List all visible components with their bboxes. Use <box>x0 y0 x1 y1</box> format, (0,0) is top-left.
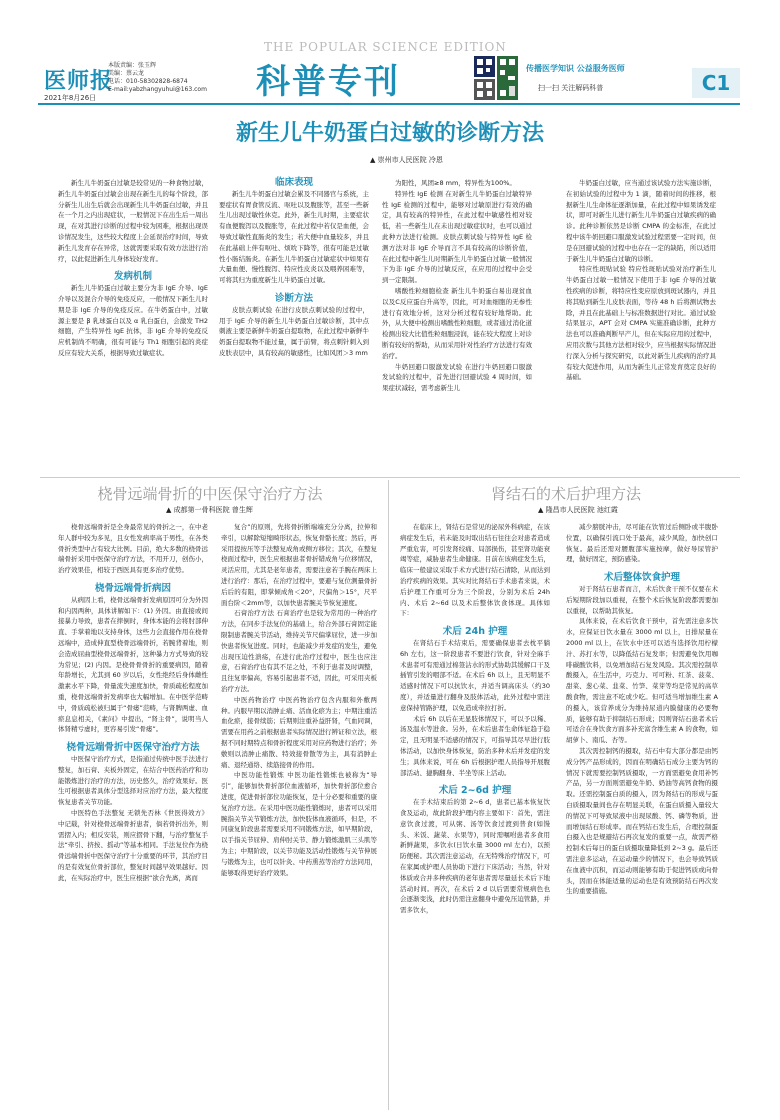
paragraph: 对于肾结石患者而言，术后饮食干预不仅要在术后短期阶段加以重视，在整个术后恢复阶段都需要加以重视，以帮助其恢复。 <box>566 584 718 615</box>
article1-column-1 <box>58 178 208 474</box>
designer-line: 美编：蔡云龙 <box>108 70 145 77</box>
paragraph: 嗜酸性粒细胞检查 新生儿牛奶蛋白易出现贫血以及C反应蛋白升高等，因此，可对血细胞的无参性进行有效地分析，这对分析过程有较好地帮助。此外，从大便中检测出嗜酸性粒细胞，或者通过消化道检测出较大比值性粒细胞浸润，能在较大程度上对诊断有较好的帮助，从而采用针对性治疗方法进行有效治疗。 <box>382 286 532 360</box>
article1-column-2 <box>219 176 369 474</box>
article2-column-1 <box>58 522 208 1112</box>
paragraph: 术后 6h 以后在无显肢体情况下，可以予以稀、汤及温水等进食。另外，在术后患者生命体征趋于稳定，且无明显不适感的情况下，可指导其尽早进行肢体活动，以加快身体恢复，防治多种术后并发症的发生；具体来说，可在 6h 后根据护理人员指导开展腹部活动、捷胸翻身、半坐等床上活动。 <box>400 714 550 777</box>
phone-line: 电话：010-58302828-6874 <box>108 78 188 85</box>
section-divider <box>40 477 740 478</box>
article3-column-2 <box>566 522 718 1112</box>
paragraph: 中医功能性锻炼 中医功能性锻炼也被称为“导引”，能够加快骨折部位血液循环，加快骨折部位愈合进度，促进骨折部位功能恢复，是十分必要和重要的康复治疗方法。在采用中医功能性锻炼时，患者可以采用腕指关节关节锻炼方法，加快肢体血液循环，但是，不同康复阶段患者需要采用不同锻炼方法，如早期阶段，以手指关节屈伸、肩伸肘关节、静力锻炼激肌三头肌等为主；中期阶段，以关节功能及活动性锻炼与关节伸展与锻炼为主，也可以针灸、中药熏蒸等治疗方法同用，能够取得更好治疗效果。 <box>221 771 377 877</box>
article2-title: 桡骨远端骨折的中医保守治疗方法 <box>97 485 323 503</box>
article1-author: ▲ 崇州市人民医院 冷恩 <box>370 156 443 164</box>
section-heading: 术后整体饮食护理 <box>603 572 680 584</box>
paragraph: 牛奶蛋白过敏，应当通过该试验方法实施诊断，在初始试验的过程中为 1 滴，随着时间的推移，根据新生儿生命体征逐渐加量，在此过程中如果诱发症状，即可对新生儿进行新生儿牛奶蛋白过敏疾病的确诊。此种诊断依然是诊断 CMPA 的金标准，在此过程中该牛奶回避口服激发试验过程需要一定时间，但是在回避试验的过程中也存在一定的缺陷，所以适用于新生儿牛奶蛋白过敏的诊断。 <box>566 179 716 263</box>
article3-column-1 <box>400 522 550 1112</box>
paragraph: 从病因上看，桡骨远端骨折发病原因可分为外因和内因两种，具体讲解如下：(1) 外因。由直接或间接暴力导致，患者在摔倒时，身体本能的会将肘部伸直、手掌着地以支持身体，这些力会直接作用在桡骨远端中，造成伸直型桡骨远端骨折，若腕背着地，则会造成屈曲型桡骨远端骨折，这种暴力方式导致的较为常见；(2) 内因。是桡骨骨骨折的重要病因，随着年龄增长，尤其到 60 岁以后，女性绝经后身体雌性激素水平下降，骨量流失速度加快，骨质疏松程度加重，桡骨远端骨折发病率也大幅增加。在中医学范畴中，骨质疏松被归属于“骨痿”范畴，与肾脾两虚、血瘀息息相关，《素问》中提出，“肾主骨”，说明当人体肾精亏虚时，更容易引发“骨痿”。 <box>58 595 208 734</box>
paragraph: 中医特色手法整复 无锁先否林《世医得效方》中记载，针对桡骨远端骨折患者，倘若骨折出外，则需摺入内；相反安装，则应摺骨下翻，与治疗整复手法“牵引、挤按、摇动”等基本相同。手法复位作为桡骨远端骨折中医保守治疗十分重要的环节，其治疗目的是有效复位骨折部位，整复时间越早效果越好。因此，在实际治疗中，医生应根据“欲合先离，离而 <box>58 808 208 882</box>
qr-code-group[interactable] <box>474 56 518 100</box>
qr-code-icon <box>474 56 495 100</box>
paragraph: 为阳性，风团≥8 mm，特异性为100%。 <box>395 179 516 187</box>
paragraph: 中医药物治疗 中医药物治疗包含内服和外敷两种。内服早期以消肿止痛、活血化瘀为主；中期注重活血化瘀，接骨续筋；后期则注重补益肝肾，气血同调，需要在用药之前根据患者实际情况进行辨证和立法，根据不同时期特点和骨折程度采用对应药物进行治疗；外敷则以消肿止痛散、特效接骨散等为主，具有消肿止痛、退经通络、续筋接骨的作用。 <box>221 695 377 769</box>
paragraph: 具体来说，在术后饮食干预中，首先需注意多饮水，应保证日饮水量在 3000 ml 以上，日排尿量在 2000 ml 以上，在饮水中还可以适当选择饮用柠檬汁、苏打水等，以降低结石复发率；但需避免饮用咖啡碳酸饮料，以免增加结石复发风险。其次需控制草酸摄入，在生活中，巧克力、可可粉、红茶、菠菜、甜菜、葱心菜、韭菜、竹笋、菜芽等均是常见的高草酸食物，需注意不吃或少吃。但可适当增加维生素 A 的摄入，该营养成分为维持尿道内膜健康的必要物质，能够有助于抑制结石形成；因则肾结石患者术后可适合在身饮食方面多补充富含维生素 A 的食物，如胡萝卜、南瓜、杏等。 <box>566 617 718 745</box>
paragraph: 复合”的原则，先将骨折断端端充分分离，拉伸和牵引，以解除短缩畸形状态，恢复骨骼长度；然后，再采用提按压等手法整复成角或侧方移位；其次，在整复桡面过程中，医生应根据患者骨折错成角与位移情况，灵活应用，尤其是老年患者，需要注意若手腕在两床上进行治疗：那后，在治疗过程中，要避与复位测量骨折后后的有阻，即掌倾成角＜20°，尺偏角＞15°，尺平面台阶＜2mm等，以加快患者腕关节恢复速度。 <box>221 523 377 607</box>
paragraph: 特异性 IgE 检测 在对新生儿牛奶蛋白过敏特异性 IgE 检测的过程中，能够对过敏原进行有效的确定，具有较高的特异性，在此过程中敏感性相对较低，若一些新生儿在未出现过敏症状时，也可以通过此种方法进行检测。皮肤点刺试验与特异性 IgE 检测方法对非 IgE 介导而言不具有较高的诊断价值，在此过程中新生儿时期新生儿牛奶蛋白过敏一般情况下为非 IgE 介导的过敏反应，在应用的过程中会受到一定限制。 <box>382 189 532 285</box>
paragraph: 其次需控制钙的摄取，结石中有大部分都是由钙成分钙产品形成的，因而在明确结石成分主要为钙的情况下就需要控制钙质摄取，一方面需避免食用补钙产品，另一方面则需避免牛奶、奶油等高钙食物的摄取。还需控制蛋白质的摄入，因为肾结石的形成与蛋白质摄取量间也存在明显关联，在蛋白质摄入量较大的情况下可导致尿液中出现尿酸、钙、磷等物质，进而增加结石形成率。而在钙结石发生后，合理控制蛋白摄入也是规避结石再次复发的重要一点，故需严格控制术后每日的蛋白质摄取量降低到 2~3 g。最后还需注意多运动，在运动量少的情况下，也会导致钙质在血液中沉积，而运动则能够有助于促进钙质或向骨头，因而在体能适量的运动也是有效预防结石再次发生的重要措施。 <box>566 746 718 896</box>
article1-column-3 <box>382 178 532 474</box>
paragraph: 新生儿牛奶蛋白过敏是较常见的一种食物过敏，新生儿牛奶蛋白过敏会出现在新生儿的每个阶段，部分新生儿出生后就会出现新生儿牛奶蛋白过敏，并且在一个月之内出现症状，一般情况下在出生后一周出现，在对其进行诊断的过程中较为困难，根据出现误诊情况发生，这些较大程度上会延误治疗时间，导致新生儿发育存在异常，这就需要采取有效方法进行治疗，以此促进新生儿身体较好发育。 <box>58 179 208 263</box>
issue-date: 2021年8月26日 <box>44 94 97 102</box>
editor-line: 本版责编：张玉辉 <box>108 62 157 69</box>
article2-column-2 <box>221 522 377 1112</box>
email-line: E-mail:yabzhangyuhui@163.com <box>108 86 207 93</box>
slogan: 传播医学知识 公益服务医师 <box>526 64 625 73</box>
section-heading: 桡骨远端骨折中医保守治疗方法 <box>66 742 200 754</box>
edition-title: 科普专刊 <box>256 62 400 102</box>
article1-title: 新生儿牛奶蛋白过敏的诊断方法 <box>235 121 544 146</box>
paragraph: 新生儿牛奶蛋白过敏会累及不同器官与系统，主要症状有胃食管反流、呕吐以及腹胀等，甚至一些新生儿出现过敏性休克。此外，新生儿时期，主要症状有血便腹泻以及腹胀等，在此过程中若仅是血便，会导致过敏性直肠炎的发生；若大便中血量较多，并且在此基础上伴有呕吐、烦吮下降等，很有可能是过敏性小肠结肠炎。在新生儿牛奶蛋白过敏症状中如果有大量血便、慢性腹泻、特应性皮炎以及喂养困难等，可将其归为重度新生儿牛奶蛋白过敏。 <box>219 189 369 285</box>
article2-author: ▲ 成都第一骨科医院 曾生辉 <box>166 506 253 514</box>
section-heading: 术后 24h 护理 <box>442 626 508 638</box>
article1-column-4 <box>566 178 716 474</box>
paragraph: 石膏治疗方法 石膏治疗也是较为常用的一种治疗方法，在同步手法复位的基础上，给合外部石膏固定能限制患者腕关节活动，维持关节尺偏掌屈位，进一步加快患者恢复进度。同时，也能减少并发症的发生，避免出现压迫性溃疡，在进行此治疗过程中，医生也应注意，石膏治疗也有其不足之处，不利于患者及时调整，且往复率偏高，容易引起患者不适，因此，可采用夹板治疗方法。 <box>221 609 377 693</box>
masthead-rule <box>38 103 740 105</box>
paragraph: 在肾结石手术结束后，需要确保患者去枕平躺 6h 左右，这一阶段患者不要进行饮食，针对全麻手术患者可有需通过棉签沾水的形式协助其缓解口干及插管引发的咽部不适。在术后 6h 以上，且无明显不适感时情况下可以抗饮水，并适当调高床头（约30度），并适量进行翻身及肢体活动，此外过程中需注意保持管路护理，以免造成牵拉打折。 <box>400 638 550 712</box>
newspaper-logo: 医师报 <box>44 68 114 94</box>
page-number: C1 <box>692 68 740 98</box>
section-heading: 发病机制 <box>113 271 152 283</box>
scan-prompt: 扫一扫 关注解码科普 <box>538 84 604 92</box>
paragraph: 在手术结束后的第 2~6 d，患者已基本恢复饮食及运动，故此阶段护理内容主要如下：首先，需注意饮食过渡，可从粥、汤等饮食过渡到普食(如馒头、米饭、蔬菜、水果等)，同时需嘱咐患者多食用新鲜蔬果，多饮水(日饮水量 3000 ml 左右)，以预防便秘。其次需注意运动，在无特殊治疗情况下，可在家属或护理人员协助下进行下床活动；当然，针对体质或合并多种疾病的老年患者需尽量延长术后下地活动时间。再次，在术后 2 d 以后需要常规病色也会逐渐变浅，此时仍需注意翻身中避免压迫管路，并需多饮水， <box>400 798 550 915</box>
paragraph: 新生儿牛奶蛋白过敏主要分为非 IgE 介导、IgE 介导以及混合介导的免疫反应，一般情况下新生儿时期是非 IgE 介导的免疫反应。在牛奶蛋白中，过敏源主要是 β 乳球蛋白以及 α 乳白蛋白，会激发 TH2 细胞，产生特异性 IgE 抗体，非 IgE 介导的免疫反应机制尚不明确，很有可能与 Th1 细胞引起的炎症反应有较大关系，根据导致过敏症状。 <box>58 284 208 357</box>
masthead <box>0 0 780 108</box>
article3-author: ▲ 隆昌市人民医院 池红霞 <box>538 506 618 514</box>
section-heading: 桡骨远端骨折病因 <box>94 582 171 594</box>
paragraph: 皮肤点刺试验 在进行皮肤点刺试验的过程中，用于 IgE 介导的新生儿牛奶蛋白过敏诊断，其中点刺液主要是新鲜牛奶蛋白提取物，在此过程中新鲜牛奶蛋白提取物不能过量，属于前臂，将点刺针刺入到皮肤表层中，具有较高的敏感性，比如风团＞3 mm <box>219 305 369 357</box>
article3-title: 肾结石的术后护理方法 <box>490 485 641 503</box>
section-heading: 术后 2~6d 护理 <box>438 785 512 797</box>
column-divider <box>388 480 389 1110</box>
paragraph: 中医保守治疗方式，是指通过传统中医手法进行整复，加石膏、夹板外固定，在结合中医药治疗和功能锻炼进行治疗的方法，历史悠久，治疗效果好。医生可根据患者具体分型选择对应治疗方法，最大程度恢复患者关节功能。 <box>58 754 208 807</box>
paragraph: 桡骨远端骨折是全身最常见的骨折之一，在中老年人群中较为多见，且女性发病率高于男性，在各类骨折类型中占有较大比例。目前，绝大多数的桡骨远端骨折采用中医保守治疗方法，不用开刀，创伤小，治疗效果佳，相较于西医具有更多治疗优势。 <box>58 523 208 575</box>
paragraph: 牛奶回避口服激发试验 在进行牛奶回避口服激发试验的过程中，首先进行回避试验 4 周时间，如果症状减轻，需考虑新生儿 <box>382 362 532 393</box>
section-heading: 临床表现 <box>274 177 313 188</box>
edition-english-title: THE POPULAR SCIENCE EDITION <box>264 40 507 54</box>
paragraph: 特应性斑贴试验 特应性斑贴试验对治疗新生儿牛奶蛋白过敏一般情况下使用于非 IgE 介导的过敏性疾病的诊断，将特应性变应原放到斑试器内，并且将其贴到新生儿皮肤表面，等待 48 h 后将测试物去除，并且在此基础上与标准数据进行对比。通过试验结果显示，APT 会对 CMPA 实施准确诊断，此种方法也可以准确判断早产儿，但在实际应用的过程中，应用次数与其他方法相对较少，应当根据实际情况进行深入分析与探究研究，以此对新生儿疾病的治疗具有较大促进作用，从而为新生儿正常发育奠定良好的基础。 <box>566 265 716 382</box>
editor-info <box>108 62 207 94</box>
paragraph: 在临床上，肾结石是常见的泌尿外科病症，在该病症发生后，若未能及时取出结石往往会对患者造成严重危害，可引发肾绞痛、局部损伤，甚至肾功能衰竭等症，威胁患者生命健康。目前在该病症发生后，临床一般建议采取手术方式进行结石清除，从而达到治疗疾病的效果。其实对比肾结石手术患者来说，术后护理工作重可分为三个阶段，分别为术后 24h 内、术后 2~6d 以及术后整体饮食体现。具体如下： <box>400 523 550 618</box>
qr-code-icon <box>497 56 518 100</box>
paragraph: 减少膀胱冲击，尽可能在饮管过后侧卧或半腹卧位置，以确保引流口处于最高，减少风险，加快创口恢复。最后还需对腰腹部实施按摩，做好导尿管护理，做好固定，预防感染。 <box>566 523 718 564</box>
section-heading: 诊断方法 <box>274 292 313 304</box>
